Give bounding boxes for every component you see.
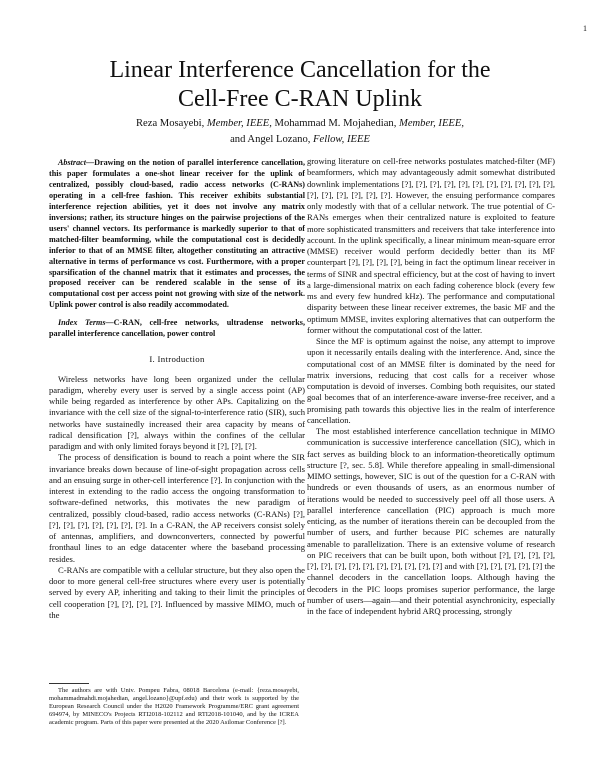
paper-title — [40, 56, 560, 114]
intro-paragraph-6: The most established interference cancellation technique in MIMO communication is successive interference cancellation (SIC), which in fact serves as building block to an information-theoretically optimum structure [?, sec. 5.8]. While therefore appealing in small-dimensional MIMO settings, however, SIC is out of the question for a C-RAN with hundreds or even thousands of users, as an enormous number of iterations would be needed to successively peel off all those users. A parallel interference cancellation (PIC) approach is much more enticing, as the number of iterations therein can be decoupled from the number of users, and further because PIC schemes are naturally amenable to parallelization. There is an extensive volume of research on PIC receivers that can be built upon, both without [?], [?], [?], [?], [?], [?], [?], [?], [?], [?], [?], [?], [?], [?] and with [?], [?], [?], [?], [?] the channel decoders in the cancellation loops. Although having the decoders in the PIC loops promises superior performance, the large number of users—again—and their potential asynchronicity, especially in the face of independent hybrid ARQ processing, strongly — [307, 426, 555, 616]
author-name-1: Reza Mosayebi, — [135, 118, 207, 129]
right-column — [307, 156, 555, 617]
author-list — [40, 116, 560, 148]
footnote: The authors are with Univ. Pompeu Fabra, 08018 Barcelona (e-mail: {reza.mosayebi, mohammadmahdi.mojahedian, angel.lozano}@upf.edu) and their work is supported by the European Research Council under the H2020 Framework Programme/ERC grant agreement 694974, by MINECO's Projects RTI2018-102112 and RTI2018-101040, and by the ICREA academic program. Parts of this paper were presented at the 2020 Asilomar Conference [?]. — [49, 687, 299, 727]
intro-paragraph-2: The process of densification is bound to reach a point where the SIR invariance breaks down because of line-of-sight propagation across cells and an ensuing surge in other-cell interference [?]. In conjunction with the interest in extending to the radio access the ongoing transformation to software-defined networks, this motivates the new paradigm of centralized, possibly cloud-based, radio access networks (C-RANs) [?], [?], [?], [?], [?], [?], [?], [?]. In a C-RAN, the AP receivers consist solely of antennas, amplifiers, and downconverters, connected by powerful fronthaul lines to an edge datacenter where the baseband processing resides. — [49, 452, 305, 564]
index-terms-label: Index Terms — [58, 318, 106, 328]
intro-paragraph-4: growing literature on cell-free networks postulates matched-filter (MF) beamformers, which may advantageously admit somewhat distributed downlink implementations [?], [?], [?], [?], [?], [?], [?], [?], [?], [?], [?], [?], [?], [?], [?], [?], [?]. However, the ensuing performance compares only modestly with that of a cellular network. The true potential of C-RANs emerges when their centralized nature is exploited to feature more sophisticated transmitters and receivers that take interference into account. In the uplink specifically, a linear minimum mean-square error (MMSE) receiver would perform decidedly better than its MF counterpart [?], [?], [?], [?], being in fact the optimum linear receiver in terms of SINR and spectral efficiency, but at the cost of having to invert a large-dimensional matrix on each fading coherence block (every few ms and every few hundred kHz). The performance and computational disparity between these linear receiver extremes, the basic MF and the optimum MMSE, invites exploring alternatives that can outperform the former without the computational cost of the latter. — [307, 156, 555, 335]
abstract — [49, 158, 305, 311]
intro-paragraph-5: Since the MF is optimum against the noise, any attempt to improve upon it necessarily entails dealing with the interference. And, since the computational cost of an MMSE filter is dominated by the need for matrix inversions, reducing that cost calls for a receiver whose computation is devoid of inverses. Combing both requisites, our stated goal becomes that of an interference-aware inverse-free receiver, and a promising path towards this objective lies in the realm of interference cancellation. — [307, 336, 555, 425]
intro-paragraph-1: Wireless networks have long been organized under the cellular paradigm, whereby every user is served by a single access point (AP) while being regarded as interference by other APs. Capitalizing on the invariance with the cell size of the signal-to-interference ratio (SIR), such networks have sustainedly increased their area capacity by means of radical densification [?], always within the confines of the cellular paradigm and with only limited forays beyond it [?], [?], [?]. — [49, 373, 305, 451]
author-affiliation-2: Member, IEEE, — [399, 118, 465, 129]
author-name-2: Mohammad M. Mojahedian, — [271, 118, 399, 129]
abstract-text: —Drawing on the notion of parallel interference cancellation, this paper formulates a one-shot linear receiver for the uplink of centralized, possibly cloud-based, radio access networks (C-RANs) operating in a cell-free fashion. This receiver exhibits substantial interference rejection abilities, yet it does not involve any matrix inversions; rather, its structure hinges on the pairwise projections of the users' channel vectors. Its performance is markedly superior to that of matched-filter beamforming, while the computational cost is decidedly inferior to that of an MMSE filter, altogether constituting an attractive alternative in terms of performance vs cost. Furthermore, with a proper sparsification of the channel matrix that it estimates and processes, the proposed receiver can be rendered scalable in the sense of its computational cost per access point not growing with size of the network. Uplink power control is also readily accommodated. — [49, 158, 305, 310]
author-affiliation-3: Fellow, IEEE — [313, 134, 370, 145]
abstract-label: Abstract — [58, 158, 86, 167]
index-terms-text: —C-RAN, cell-free networks, ultradense networks, parallel interference cancellation, power control — [49, 318, 305, 339]
author-name-3: and Angel Lozano, — [230, 134, 314, 145]
section-heading-introduction: I. Introduction — [149, 354, 205, 365]
index-terms — [49, 318, 305, 340]
author-line-1 — [40, 116, 560, 132]
author-line-2 — [40, 132, 560, 148]
footnote-divider — [49, 683, 89, 684]
title-line-1: Linear Interference Cancellation for the — [109, 57, 491, 83]
title-line-2: Cell-Free C-RAN Uplink — [178, 86, 422, 112]
intro-paragraph-3: C-RANs are compatible with a cellular structure, but they also open the door to more general cell-free structures where every user is potentially served by every AP, inheriting and taking to their limit the principles of cell cooperation [?], [?], [?], [?]. Influenced by massive MIMO, much of the — [49, 564, 305, 620]
left-column — [49, 158, 305, 621]
author-affiliation-1: Member, IEEE, — [206, 118, 272, 129]
page-number: 1 — [583, 24, 587, 33]
